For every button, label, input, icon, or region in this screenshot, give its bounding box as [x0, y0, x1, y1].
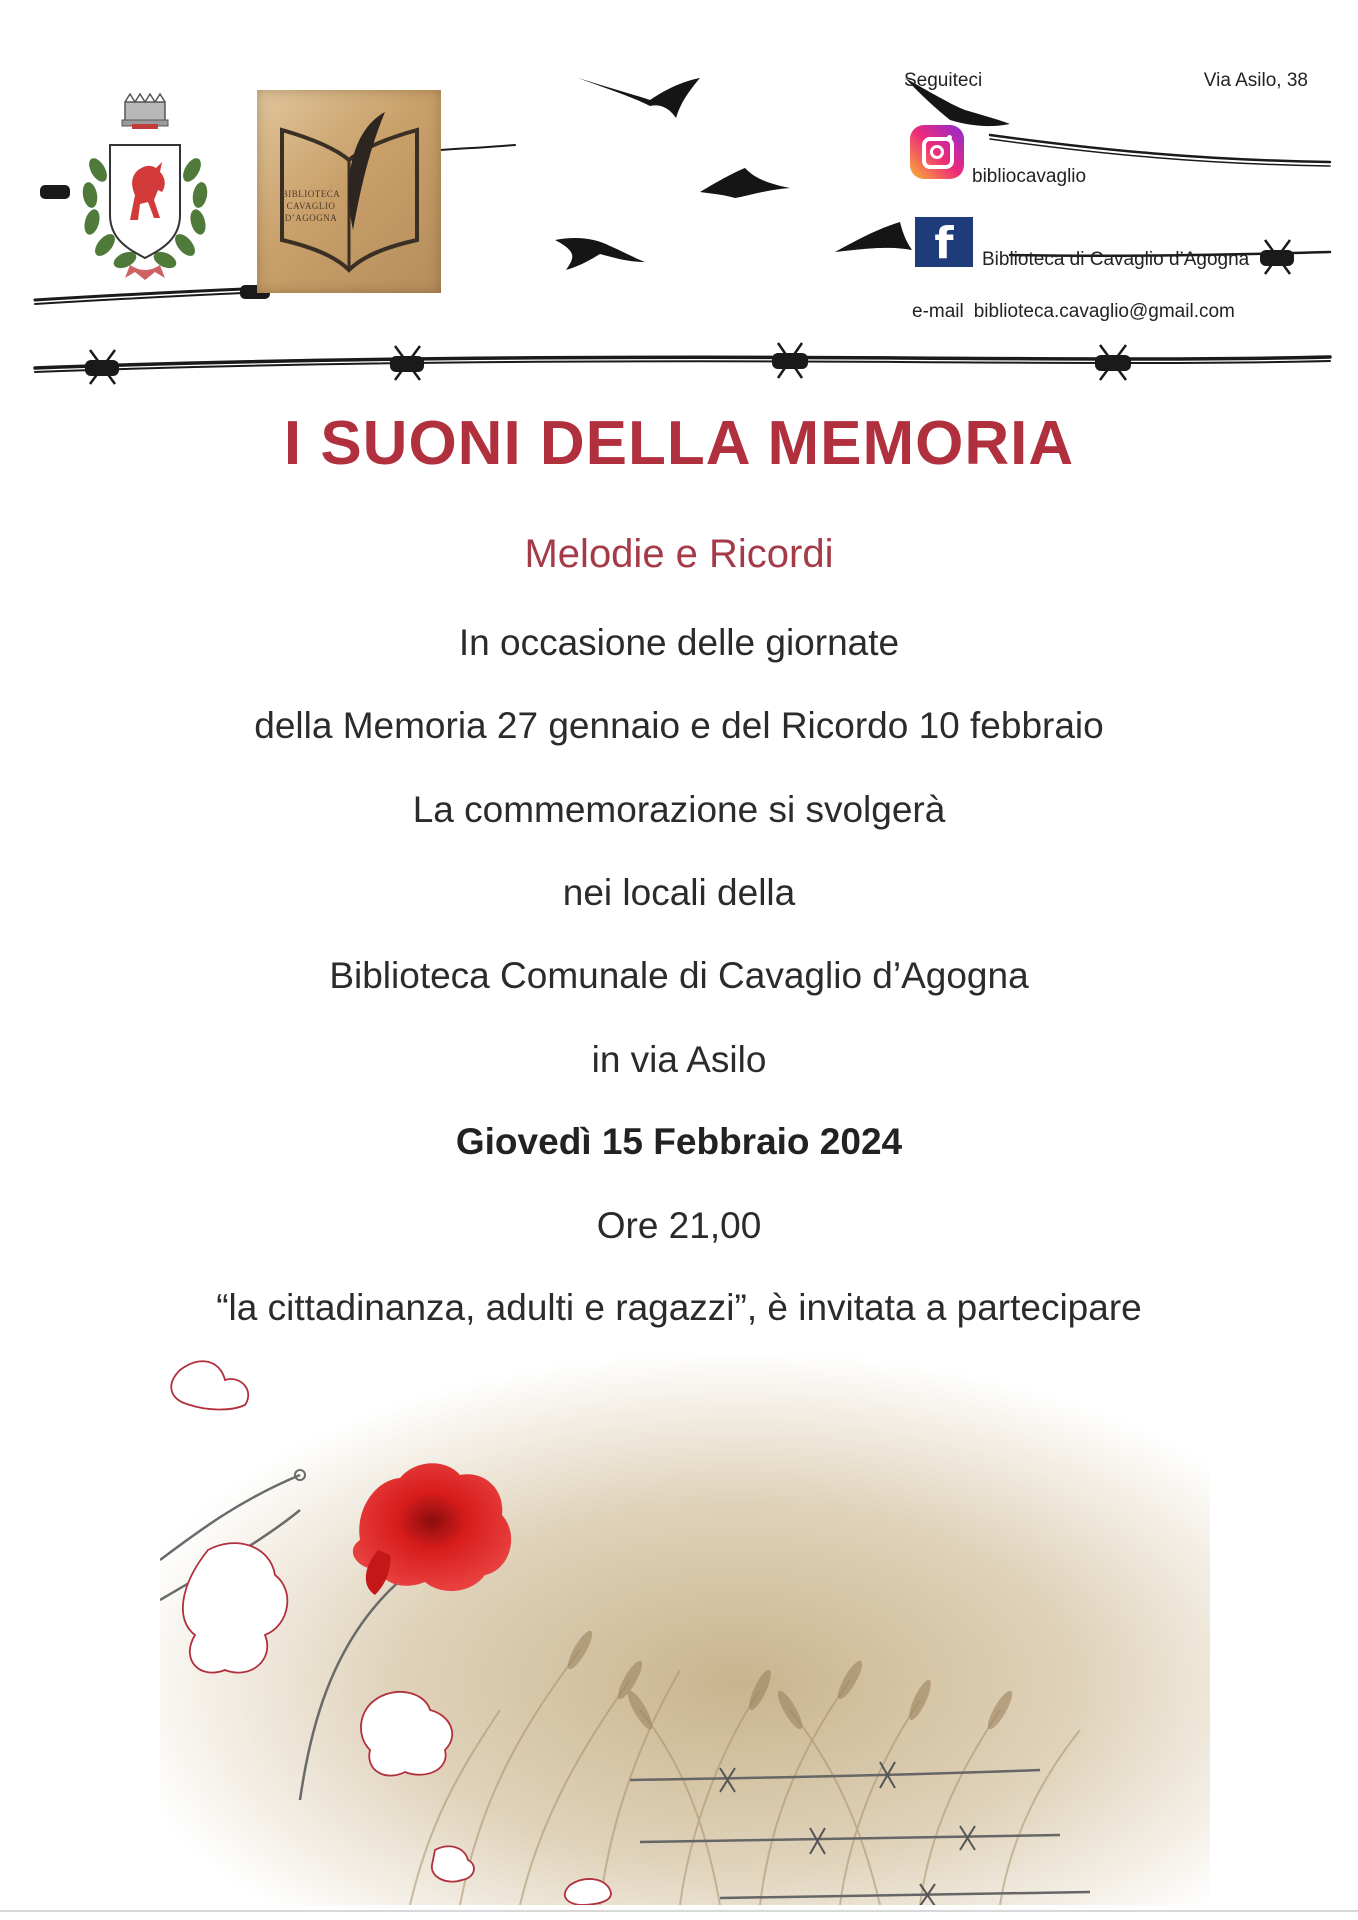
- event-date: Giovedì 15 Febbraio 2024: [455, 1121, 903, 1162]
- event-subtitle: Melodie e Ricordi: [524, 532, 834, 576]
- invitation-text: “la cittadinanza, adulti e ragazzi”, è invitata a partecipare: [216, 1287, 1142, 1328]
- event-title: I SUONI DELLA MEMORIA: [283, 409, 1075, 478]
- event-description-line: In occasione delle giornate: [458, 622, 900, 663]
- email-address-link[interactable]: biblioteca.cavaglio@gmail.com: [973, 301, 1235, 322]
- poppy-field-illustration: [160, 1350, 1210, 1905]
- facebook-icon[interactable]: f: [915, 217, 973, 267]
- email-label: e-mail: [912, 301, 964, 322]
- event-street-line: in via Asilo: [591, 1039, 767, 1080]
- follow-us-label: Seguiteci: [904, 70, 983, 91]
- municipal-crest-logo: [70, 90, 220, 290]
- event-description-line: della Memoria 27 gennaio e del Ricordo 10 febbraio: [254, 705, 1104, 746]
- event-time: Ore 21,00: [596, 1205, 762, 1246]
- email-row: [912, 301, 1235, 323]
- address-text: Via Asilo, 38: [1203, 70, 1308, 91]
- page-bottom-divider: [0, 1910, 1358, 1912]
- event-description-line: La commemorazione si svolgerà: [412, 789, 946, 830]
- library-logo: [257, 90, 441, 293]
- library-logo-text: BIBLIOTECA CAVAGLIO D’AGOGNA: [281, 189, 341, 223]
- instagram-icon[interactable]: [910, 125, 964, 179]
- facebook-page-link[interactable]: Biblioteca di Cavaglio d’Agogna: [982, 249, 1250, 270]
- instagram-handle-link[interactable]: bibliocavaglio: [972, 166, 1087, 187]
- event-venue-line: Biblioteca Comunale di Cavaglio d’Agogna: [329, 955, 1029, 996]
- event-description-line: nei locali della: [562, 872, 796, 913]
